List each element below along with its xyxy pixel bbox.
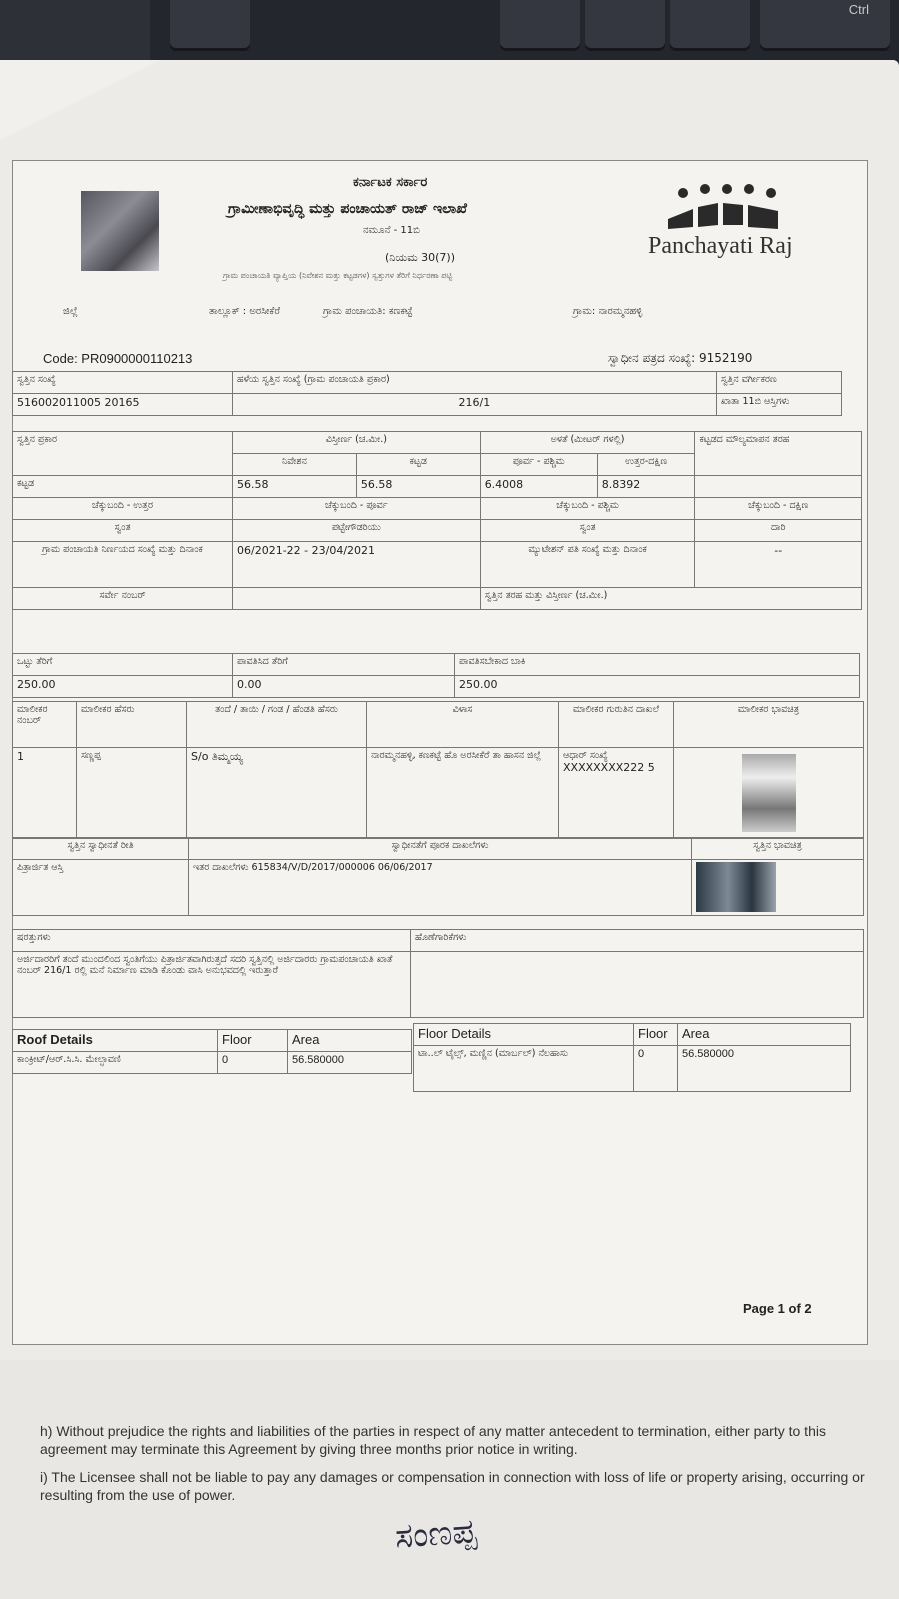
taluk: ತಾಲ್ಲೂಕ್ : ಅರಸೀಕೆರೆ bbox=[209, 306, 281, 317]
code-line: Code: PR0900000110213 bbox=[43, 351, 193, 366]
cell: ಸ್ವತ್ತಿನ ತರಹ ಮತ್ತು ವಿಸ್ತೀರ್ಣ (ಚ.ಮೀ.) bbox=[480, 588, 861, 610]
cell: ಅಳತೆ (ಮೀಟರ್ ಗಳಲ್ಲಿ) bbox=[480, 432, 695, 454]
form-11b bbox=[12, 160, 868, 1345]
cell bbox=[411, 952, 864, 1018]
underlying-page bbox=[0, 1360, 899, 1599]
cell: ಕಟ್ಟಡ bbox=[13, 476, 233, 498]
cell: ಪಾವತಿಸಿದ ತೆರಿಗೆ bbox=[233, 654, 455, 676]
cell: ನಿವೇಶನ bbox=[233, 454, 357, 476]
cell bbox=[233, 588, 481, 610]
key bbox=[170, 0, 250, 48]
cell: ಕಟ್ಟಡ bbox=[356, 454, 480, 476]
owner-table bbox=[12, 701, 864, 839]
cell: Floor bbox=[218, 1030, 288, 1052]
cell: ಪಟ್ಟೇಗೌಡರಿಯು bbox=[233, 520, 481, 542]
cell: ಸ್ವತ್ತಿನ ಭಾವಚಿತ್ರ bbox=[692, 838, 864, 860]
cell: ಪೂರ್ವ - ಪಶ್ಚಿಮ bbox=[480, 454, 597, 476]
cell: Area bbox=[678, 1024, 851, 1046]
cell: ಮಾಲೀಕರ ಗುರುತಿನ ದಾಖಲೆ bbox=[559, 702, 674, 748]
cell: 516002011005 20165 bbox=[13, 394, 233, 416]
cell: ಸರ್ವೇ ನಂಬರ್ bbox=[13, 588, 233, 610]
cell: 56.580000 bbox=[678, 1046, 851, 1092]
cell: 56.58 bbox=[356, 476, 480, 498]
property-id: ಸ್ವಾಧೀನ ಪತ್ರದ ಸಂಖ್ಯೆ: 9152190 bbox=[608, 351, 753, 365]
cell: ಪಾವತಿಸಬೇಕಾದ ಬಾಕಿ bbox=[455, 654, 860, 676]
cell: ಹಳೆಯ ಸ್ವತ್ತಿನ ಸಂಖ್ಯೆ (ಗ್ರಾಮ ಪಂಚಾಯತಿ ಪ್ರಕಾರ) bbox=[233, 372, 717, 394]
cell: ಚೆಕ್ಕುಬಂದಿ - ಪಶ್ಚಿಮ bbox=[480, 498, 695, 520]
dimension-table bbox=[12, 431, 862, 610]
cell: ಕಾಂಕ್ರೀಟ್/ಆರ್.ಸಿ.ಸಿ. ಮೇಲ್ಛಾವಣಿ bbox=[13, 1052, 218, 1074]
cell: 56.580000 bbox=[288, 1052, 412, 1074]
roof-table bbox=[12, 1029, 412, 1074]
cell: ಷರತ್ತುಗಳು bbox=[13, 930, 411, 952]
cell bbox=[695, 476, 862, 498]
cell: 0.00 bbox=[233, 676, 455, 698]
cell: ವಿಸ್ತೀರ್ಣ (ಚ.ಮೀ.) bbox=[233, 432, 481, 454]
dept-title: ಗ್ರಾಮೀಣಾಭಿವೃದ್ಧಿ ಮತ್ತು ಪಂಚಾಯತ್ ರಾಜ್ ಇಲಾಖೆ bbox=[228, 201, 467, 217]
cell: ಸಣ್ಣಪ್ಪ bbox=[77, 748, 187, 839]
cell: ಮಾಲೀಕರ ನಂಬರ್ bbox=[13, 702, 77, 748]
cell: ಗ್ರಾಮ ಪಂಚಾಯತಿ ನಿರ್ಣಯದ ಸಂಖ್ಯೆ ಮತ್ತು ದಿನಾಂಕ bbox=[13, 542, 233, 588]
cell: ಕಟ್ಟಡದ ಮೌಲ್ಯಮಾಪನ ತರಹ bbox=[695, 432, 862, 476]
tax-table bbox=[12, 653, 860, 698]
cell: ಮಾಲೀಕರ ಭಾವಚಿತ್ರ bbox=[674, 702, 864, 748]
gov-title: ಕರ್ನಾಟಕ ಸರ್ಕಾರ bbox=[353, 175, 428, 190]
form-number: ನಮೂನೆ - 11ಬಿ bbox=[363, 225, 420, 236]
id-value: XXXXXXXX222 5 bbox=[563, 761, 655, 774]
cell: ದಾರಿ bbox=[695, 520, 862, 542]
cell: ಇತರ ದಾಖಲೆಗಳು 615834/V/D/2017/000006 06/06/2017 bbox=[189, 860, 692, 916]
page-number: Page 1 of 2 bbox=[743, 1301, 812, 1316]
cell: ಸ್ವತ್ತಿನ ವರ್ಗೀಕರಣ bbox=[716, 372, 841, 394]
cell: 0 bbox=[634, 1046, 678, 1092]
cell: ತಂದೆ / ತಾಯಿ / ಗಂಡ / ಹೆಂಡತಿ ಹೆಸರು bbox=[187, 702, 367, 748]
cell: ಒಟ್ಟು ತೆರಿಗೆ bbox=[13, 654, 233, 676]
cell: 250.00 bbox=[455, 676, 860, 698]
cell: 8.8392 bbox=[597, 476, 695, 498]
district: ಜಿಲ್ಲೆ bbox=[63, 306, 78, 317]
cell: -- bbox=[695, 542, 862, 588]
rule-number: (ನಿಯಮ 30(7)) bbox=[385, 251, 456, 264]
cell: 1 bbox=[13, 748, 77, 839]
clause-h: h) Without prejudice the rights and liabilities of the parties in respect of any matter antecedent to termination, either party to this agreement may terminate this Agreement by giving three months prior notice in writing. bbox=[40, 1423, 826, 1457]
property-table bbox=[12, 371, 842, 416]
cell: ಟಾ..ಲ್ ಟೈಲ್ಸ್, ಮಣ್ಣಿನ (ಮಾರ್ಬಲ್) ನೆಲಹಾಸು bbox=[414, 1046, 634, 1092]
cell: S/o ತಿಮ್ಮಯ್ಯ bbox=[187, 748, 367, 839]
cell: ಸ್ವಾಧೀನತೆಗೆ ಪೂರಕ ದಾಖಲೆಗಳು bbox=[189, 838, 692, 860]
key bbox=[670, 0, 750, 48]
cell bbox=[559, 748, 674, 839]
cell: ಸ್ವಂತ bbox=[13, 520, 233, 542]
cell: 250.00 bbox=[13, 676, 233, 698]
village: ಗ್ರಾಮ: ನಾರಮ್ಮನಹಳ್ಳಿ bbox=[573, 306, 643, 317]
remarks-table bbox=[12, 929, 864, 1018]
cell: 56.58 bbox=[233, 476, 357, 498]
cell: 6.4008 bbox=[480, 476, 597, 498]
cell: Floor bbox=[634, 1024, 678, 1046]
cell: ಪಿತ್ರಾರ್ಜಿತ ಆಸ್ತಿ bbox=[13, 860, 189, 916]
key bbox=[760, 0, 890, 48]
cell: 0 bbox=[218, 1052, 288, 1074]
form-description: ಗ್ರಾಮ ಪಂಚಾಯತಿ ವ್ಯಾಪ್ತಿಯ (ನಿವೇಶನ ಮತ್ತು ಕಟ್ಟಡಗಳ) ಸ್ವತ್ತುಗಳ ತೆರಿಗೆ ನಿರ್ಧರಣಾ ಪಟ್ಟಿ bbox=[223, 271, 453, 280]
cell: ಚೆಕ್ಕುಬಂದಿ - ಪೂರ್ವ bbox=[233, 498, 481, 520]
cell: ಸ್ವತ್ತಿನ ಸಂಖ್ಯೆ bbox=[13, 372, 233, 394]
handwritten-signature: ಸಂಣಪ್ಪ bbox=[393, 1511, 478, 1557]
gram-panchayat: ಗ್ರಾಮ ಪಂಚಾಯತಿ: ಕಣಕಟ್ಟೆ bbox=[323, 306, 413, 317]
key bbox=[585, 0, 665, 48]
ctrl-key-label: Ctrl bbox=[848, 2, 869, 17]
cell bbox=[692, 860, 864, 916]
ownership-table bbox=[12, 837, 864, 916]
cell bbox=[674, 748, 864, 839]
cell: 216/1 bbox=[233, 394, 717, 416]
cell: ಖಾತಾ 11ಬಿ ಆಸ್ತಿಗಳು bbox=[716, 394, 841, 416]
cell: Roof Details bbox=[13, 1030, 218, 1052]
karnataka-emblem-image bbox=[81, 191, 159, 271]
property-photo-image bbox=[696, 862, 776, 912]
cell: ಉತ್ತರ-ದಕ್ಷಿಣ bbox=[597, 454, 695, 476]
key bbox=[500, 0, 580, 48]
clause-i: i) The Licensee shall not be liable to pay any damages or compensation in connection with loss of life or property arising, occurring or resulting from the use of power. bbox=[40, 1469, 865, 1503]
cell: ಅರ್ಜಿದಾರರಿಗೆ ತಂದೆ ಮುಂದಲಿಂದ ಸ್ವಂತಿಗೆಯು ಪಿತ್ರಾರ್ಜಿತವಾಗಿರುತ್ತದೆ ಸದರಿ ಸ್ವತ್ತಿನಲ್ಲಿ ಅರ್ಜಿದಾರರು ಗ್ರಾಮಪಂಚಾಯತಿ ಖಾತೆ ನಂಬರ್ 216/1 ರಲ್ಲಿ ಮನೆ ನಿರ್ಮಾಣ ಮಾಡಿ ಕೊಂಡು ವಾಸಿ ಅನುಭವದಲ್ಲಿ ಇರುತ್ತಾರೆ bbox=[13, 952, 411, 1018]
cell: ಸ್ವತ್ತಿನ ಸ್ವಾಧೀನತೆ ರೀತಿ bbox=[13, 838, 189, 860]
owner-photo-image bbox=[742, 754, 796, 832]
cell: ಹೊಣೆಗಾರಿಕೆಗಳು bbox=[411, 930, 864, 952]
cell: Floor Details bbox=[414, 1024, 634, 1046]
cell: 06/2021-22 - 23/04/2021 bbox=[233, 542, 481, 588]
id-label: ಆಧಾರ್ ಸಂಖ್ಯೆ bbox=[563, 750, 608, 761]
page-fold bbox=[0, 60, 160, 140]
floor-table bbox=[413, 1023, 851, 1092]
cell: ಮ್ಯುಟೇಶನ್ ಪತಿ ಸಂಖ್ಯೆ ಮತ್ತು ದಿನಾಂಕ bbox=[480, 542, 695, 588]
brand-text: Panchayati Raj bbox=[648, 233, 793, 259]
cell: ಚೆಕ್ಕುಬಂದಿ - ದಕ್ಷಿಣ bbox=[695, 498, 862, 520]
cell: ಮಾಲೀಕರ ಹೆಸರು bbox=[77, 702, 187, 748]
cell: Area bbox=[288, 1030, 412, 1052]
cell: ಚೆಕ್ಕುಬಂದಿ - ಉತ್ತರ bbox=[13, 498, 233, 520]
cell: ನಾರಮ್ಮನಹಳ್ಳಿ, ಕಣಕಟ್ಟೆ ಹೊ ಅರಸೀಕೆರೆ ತಾ ಹಾಸನ ಜಿಲ್ಲೆ bbox=[367, 748, 559, 839]
cell: ಸ್ವತ್ತಿನ ಪ್ರಕಾರ bbox=[13, 432, 233, 476]
cell: ಸ್ವಂತ bbox=[480, 520, 695, 542]
cell: ವಿಳಾಸ bbox=[367, 702, 559, 748]
